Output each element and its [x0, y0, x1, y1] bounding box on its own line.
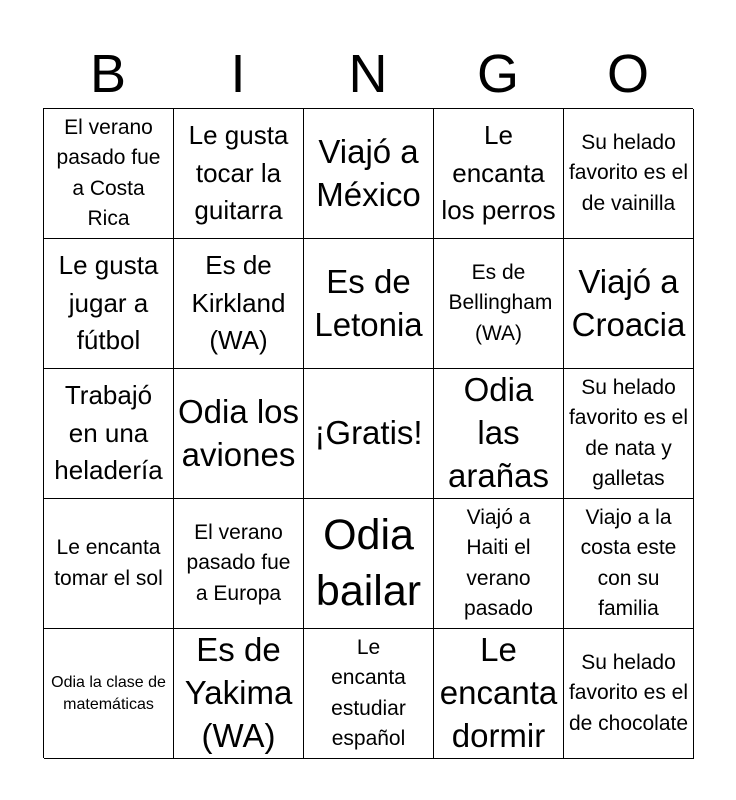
bingo-cell-b2[interactable] [44, 239, 174, 369]
bingo-cell-b1[interactable] [44, 109, 174, 239]
header-letter-b: B [89, 44, 127, 104]
bingo-cell-b3[interactable] [44, 369, 174, 499]
header-letter-n: N [348, 44, 388, 104]
bingo-cell-text: Odia las arañas [448, 371, 549, 494]
bingo-cell-text: Le encanta los perros [441, 119, 556, 226]
bingo-cell-text: Es de Bellingham (WA) [448, 260, 553, 345]
bingo-cell-text: Le encanta tomar el sol [54, 536, 163, 590]
bingo-cell-g4[interactable] [434, 499, 564, 629]
bingo-cell-text: Su helado favorito es el de vainilla [568, 130, 689, 215]
bingo-cell-g1[interactable] [434, 109, 564, 239]
bingo-cell-i4[interactable] [174, 499, 304, 629]
bingo-cell-text: Odia bailar [315, 510, 422, 615]
bingo-cell-i2[interactable] [174, 239, 304, 369]
bingo-cell-text: Le gusta jugar a fútbol [58, 249, 159, 356]
bingo-cell-n4[interactable] [304, 499, 434, 629]
bingo-cell-o3[interactable] [564, 369, 694, 499]
bingo-cell-text: Viajó a Haiti el verano pasado [464, 505, 533, 620]
bingo-cell-text: Su helado favorito es el de nata y galletas [568, 375, 689, 490]
bingo-cell-n2[interactable] [304, 239, 434, 369]
bingo-cell-i3[interactable] [174, 369, 304, 499]
bingo-cell-text: El verano pasado fue a Europa [186, 520, 291, 605]
bingo-cell-text: Es de Yakima (WA) [184, 631, 293, 754]
bingo-cell-text: Le encanta estudiar español [331, 635, 406, 750]
bingo-cell-text: Viajó a Croacia [571, 262, 686, 343]
bingo-cell-text: Odia los aviones [177, 392, 300, 473]
bingo-cell-text: Le gusta tocar la guitarra [188, 119, 289, 226]
bingo-cell-text: Viajo a la costa este con su familia [580, 505, 677, 620]
bingo-cell-text: Es de Letonia [314, 262, 423, 343]
bingo-cell-o2[interactable] [564, 239, 694, 369]
bingo-cell-b4[interactable] [44, 499, 174, 629]
bingo-cell-text: Le encanta dormir [439, 631, 558, 754]
bingo-cell-n3 free-space[interactable] [304, 369, 434, 499]
bingo-cell-n1[interactable] [304, 109, 434, 239]
bingo-cell-text: El verano pasado fue a Costa Rica [56, 115, 161, 230]
bingo-cell-text: Es de Kirkland (WA) [191, 249, 286, 356]
bingo-header [43, 40, 693, 108]
bingo-cell-g2[interactable] [434, 239, 564, 369]
bingo-cell-n5[interactable] [304, 629, 434, 759]
bingo-cell-o5[interactable] [564, 629, 694, 759]
header-letter-i: I [230, 44, 246, 104]
bingo-grid [43, 108, 693, 758]
bingo-cell-g3[interactable] [434, 369, 564, 499]
bingo-cell-b5[interactable] [44, 629, 174, 759]
bingo-cell-text: Trabajó en una heladería [54, 379, 163, 486]
header-letter-g: G [476, 44, 519, 104]
bingo-cell-text: Viajó a México [316, 132, 421, 213]
bingo-cell-i5[interactable] [174, 629, 304, 759]
bingo-cell-i1[interactable] [174, 109, 304, 239]
header-letter-o: O [606, 44, 649, 104]
bingo-cell-text: Su helado favorito es el de chocolate [568, 650, 689, 735]
bingo-cell-o1[interactable] [564, 109, 694, 239]
bingo-cell-o4[interactable] [564, 499, 694, 629]
bingo-cell-text: Odia la clase de matemáticas [51, 673, 166, 713]
bingo-cell-g5[interactable] [434, 629, 564, 759]
free-space-label: ¡Gratis! [314, 414, 423, 452]
